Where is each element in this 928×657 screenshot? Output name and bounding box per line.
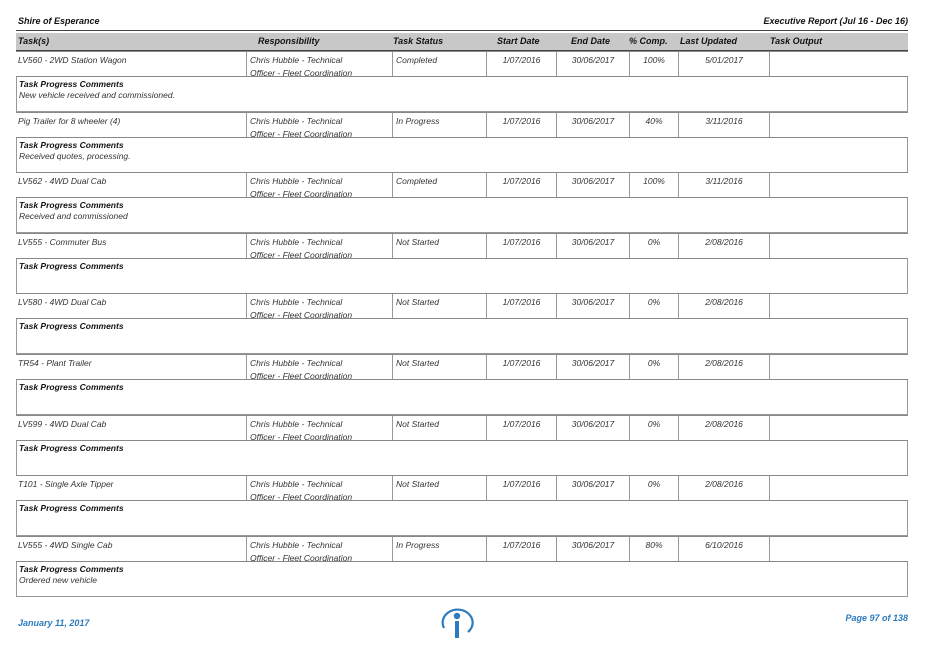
task-name: LV555 - Commuter Bus [18, 236, 107, 247]
responsibility [246, 294, 392, 321]
comments-label: Task Progress Comments [19, 503, 124, 514]
start-date: 1/07/2016 [486, 294, 556, 318]
end-date: 30/06/2017 [556, 294, 629, 318]
column-header-bar [16, 33, 908, 51]
col-task-output: Task Output [770, 36, 823, 46]
last-updated: 5/01/2017 [678, 52, 769, 76]
end-date: 30/06/2017 [556, 416, 629, 440]
responsibility [246, 416, 392, 440]
task-output [769, 416, 908, 440]
end-date: 30/06/2017 [556, 52, 629, 76]
task-output [769, 173, 908, 197]
task-progress-comments [16, 77, 908, 112]
task-progress-comments [16, 198, 908, 233]
task-output [769, 52, 908, 76]
col-start-date: Start Date [497, 36, 540, 46]
responsibility-line: Chris Hubble - Technical [250, 297, 343, 308]
percent-complete: 0% [629, 355, 678, 379]
responsibility-line: Officer - Fleet Coordination [250, 249, 353, 260]
task-progress-comments [16, 380, 908, 415]
task-cells [16, 293, 908, 319]
col-last-updated: Last Updated [680, 36, 738, 46]
end-date: 30/06/2017 [556, 234, 629, 258]
col-end-date: End Date [571, 36, 611, 46]
task-cells [16, 415, 908, 441]
task-cells [16, 233, 908, 259]
table-row [16, 536, 908, 597]
responsibility-line: Officer - Fleet Coordination [250, 431, 353, 442]
responsibility-line: Officer - Fleet Coordination [250, 68, 353, 78]
task-status: In Progress [392, 537, 486, 561]
table-row [16, 112, 908, 173]
col-percent-complete: % Comp. [629, 36, 668, 46]
task-name: LV580 - 4WD Dual Cab [18, 297, 107, 308]
last-updated: 6/10/2016 [678, 537, 769, 561]
task-progress-comments [16, 441, 908, 476]
task-output [769, 537, 908, 561]
responsibility [246, 52, 392, 76]
task-output [769, 476, 908, 500]
task-status: Not Started [392, 355, 486, 379]
comments-label: Task Progress Comments [19, 442, 124, 453]
end-date: 30/06/2017 [556, 537, 629, 561]
comments-label: Task Progress Comments [19, 321, 124, 332]
last-updated: 2/08/2016 [678, 294, 769, 318]
task-output [769, 294, 908, 318]
percent-complete: 80% [629, 537, 678, 561]
task-progress-comments [16, 319, 908, 354]
last-updated: 2/08/2016 [678, 355, 769, 379]
responsibility-line: Chris Hubble - Technical [250, 115, 343, 126]
responsibility-line: Officer - Fleet Coordination [250, 128, 353, 139]
responsibility [246, 355, 392, 379]
start-date: 1/07/2016 [486, 173, 556, 197]
responsibility-line: Chris Hubble - Technical [250, 479, 343, 490]
percent-complete: 100% [629, 52, 678, 76]
task-name: Pig Trailer for 8 wheeler (4) [18, 115, 121, 126]
percent-complete: 0% [629, 476, 678, 500]
task-output [769, 234, 908, 258]
responsibility-line: Chris Hubble - Technical [250, 358, 343, 368]
task-status: In Progress [392, 113, 486, 137]
responsibility-line: Chris Hubble - Technical [250, 176, 343, 187]
footer-date: January 11, 2017 [18, 618, 90, 628]
comments-label: Task Progress Comments [19, 563, 124, 574]
responsibility [246, 476, 392, 503]
comments-label: Task Progress Comments [19, 200, 124, 211]
responsibility [246, 113, 392, 137]
last-updated: 2/08/2016 [678, 234, 769, 258]
col-tasks: Task(s) [18, 36, 50, 46]
last-updated: 2/08/2016 [678, 476, 769, 500]
end-date: 30/06/2017 [556, 355, 629, 379]
percent-complete: 0% [629, 294, 678, 318]
task-output [769, 113, 908, 137]
comments-label: Task Progress Comments [19, 382, 124, 392]
comment-text: Received and commissioned [19, 211, 128, 222]
col-task-status: Task Status [393, 36, 444, 46]
task-cells [16, 354, 908, 380]
org-name: Shire of Esperance [18, 16, 100, 26]
task-name: LV562 - 4WD Dual Cab [18, 176, 107, 187]
last-updated: 3/11/2016 [678, 173, 769, 197]
task-name: LV555 - 4WD Single Cab [18, 539, 113, 550]
responsibility [246, 234, 392, 258]
end-date: 30/06/2017 [556, 173, 629, 197]
responsibility-line: Chris Hubble - Technical [250, 55, 343, 65]
percent-complete: 0% [629, 416, 678, 440]
table-row [16, 354, 908, 415]
task-status: Completed [392, 52, 486, 76]
report-title: Executive Report (Jul 16 - Dec 16) [763, 16, 908, 26]
council-logo-icon [438, 604, 476, 640]
task-cells [16, 475, 908, 501]
header-divider [16, 30, 908, 31]
start-date: 1/07/2016 [486, 537, 556, 561]
responsibility-line: Chris Hubble - Technical [250, 418, 343, 429]
task-progress-comments [16, 501, 908, 536]
percent-complete: 40% [629, 113, 678, 137]
end-date: 30/06/2017 [556, 113, 629, 137]
responsibility-line: Officer - Fleet Coordination [250, 552, 353, 563]
task-status: Not Started [392, 416, 486, 440]
start-date: 1/07/2016 [486, 476, 556, 500]
comments-label: Task Progress Comments [19, 260, 124, 271]
responsibility-line: Chris Hubble - Technical [250, 539, 343, 550]
start-date: 1/07/2016 [486, 234, 556, 258]
responsibility [246, 173, 392, 200]
task-name: LV599 - 4WD Dual Cab [18, 418, 107, 429]
table-row [16, 51, 908, 112]
responsibility [246, 537, 392, 561]
last-updated: 3/11/2016 [678, 113, 769, 137]
table-row [16, 233, 908, 294]
comments-label: Task Progress Comments [19, 79, 124, 89]
task-progress-comments [16, 562, 908, 597]
comments-label: Task Progress Comments [19, 139, 124, 150]
table-row [16, 172, 908, 233]
task-name: T101 - Single Axle Tipper [18, 479, 114, 490]
task-cells [16, 172, 908, 198]
responsibility-line: Officer - Fleet Coordination [250, 371, 353, 381]
start-date: 1/07/2016 [486, 416, 556, 440]
task-name: TR54 - Plant Trailer [18, 358, 92, 368]
task-name: LV560 - 2WD Station Wagon [18, 55, 127, 65]
start-date: 1/07/2016 [486, 355, 556, 379]
responsibility-line: Officer - Fleet Coordination [250, 310, 353, 321]
task-cells [16, 112, 908, 138]
table-row [16, 415, 908, 476]
footer-page-number: Page 97 of 138 [845, 613, 908, 623]
responsibility-line: Officer - Fleet Coordination [250, 492, 353, 503]
last-updated: 2/08/2016 [678, 416, 769, 440]
task-cells [16, 51, 908, 77]
percent-complete: 100% [629, 173, 678, 197]
task-progress-comments [16, 259, 908, 294]
table-row [16, 475, 908, 536]
task-progress-comments [16, 138, 908, 173]
responsibility-line: Officer - Fleet Coordination [250, 189, 353, 200]
task-status: Completed [392, 173, 486, 197]
responsibility-line: Chris Hubble - Technical [250, 236, 343, 247]
task-output [769, 355, 908, 379]
end-date: 30/06/2017 [556, 476, 629, 500]
task-status: Not Started [392, 234, 486, 258]
comment-text: Ordered new vehicle [19, 574, 97, 585]
task-cells [16, 536, 908, 562]
table-row [16, 293, 908, 354]
task-status: Not Started [392, 294, 486, 318]
comment-text: Received quotes, processing. [19, 150, 131, 161]
percent-complete: 0% [629, 234, 678, 258]
task-status: Not Started [392, 476, 486, 500]
start-date: 1/07/2016 [486, 52, 556, 76]
start-date: 1/07/2016 [486, 113, 556, 137]
col-responsibility: Responsibility [258, 36, 320, 46]
comment-text: New vehicle received and commissioned. [19, 90, 175, 100]
